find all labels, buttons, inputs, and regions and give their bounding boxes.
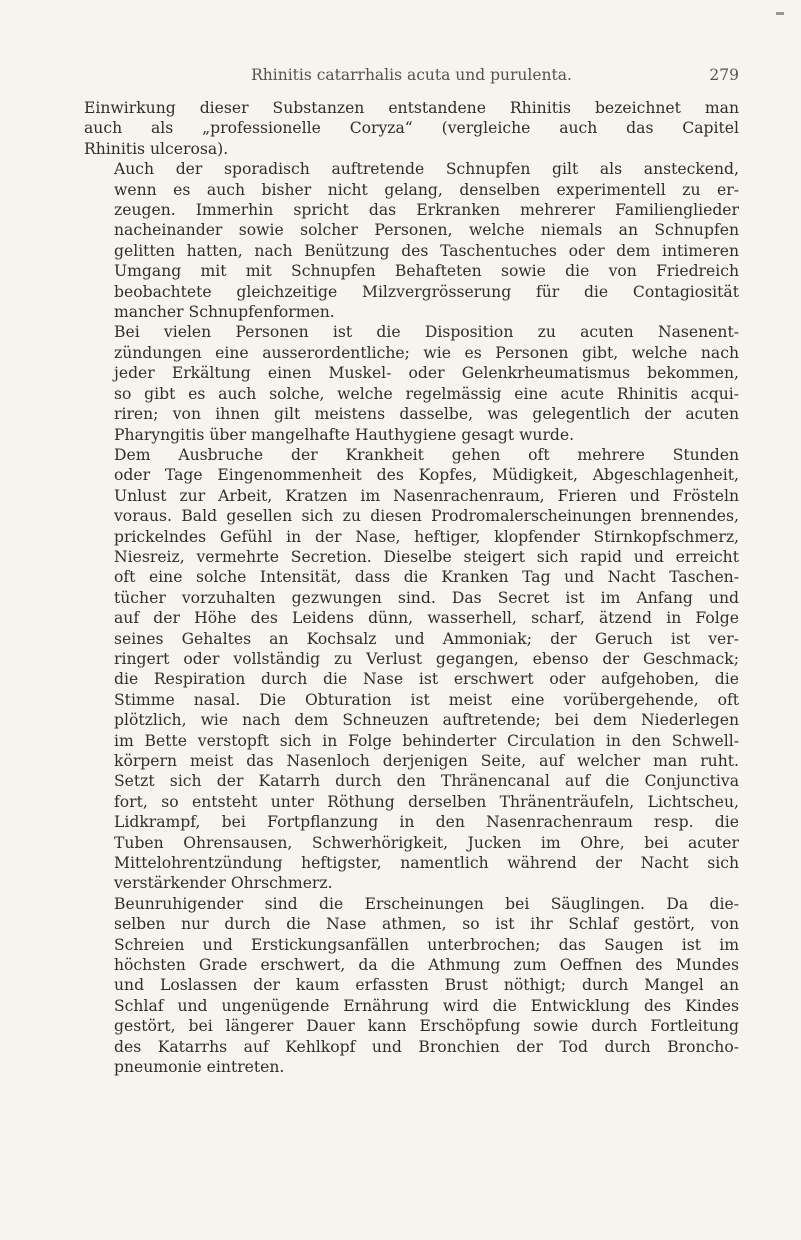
- text-line: Setzt sich der Katarrh durch den Thränencanal auf die Conjunctiva: [114, 772, 739, 791]
- text-line: oft eine solche Intensität, dass die Kranken Tag und Nacht Taschen-: [114, 568, 739, 587]
- text-line: wenn es auch bisher nicht gelang, denselben experimentell zu er-: [114, 180, 739, 199]
- text-line: ringert oder vollständig zu Verlust gegangen, ebenso der Geschmack;: [114, 649, 739, 668]
- text-line: des Katarrhs auf Kehlkopf und Bronchien der Tod durch Broncho-: [114, 1037, 739, 1056]
- text-line: pneumonie eintreten.: [114, 1058, 285, 1077]
- text-line: riren; von ihnen gilt meistens dasselbe, was gelegentlich der acuten: [114, 405, 739, 424]
- text-line: gelitten hatten, nach Benützung des Taschentuches oder dem intimeren: [114, 241, 739, 260]
- text-line: Schreien und Erstickungsanfällen unterbrochen; das Saugen ist im: [114, 935, 739, 954]
- paragraph-4: [84, 445, 739, 894]
- text-line: mancher Schnupfenformen.: [114, 303, 335, 322]
- text-line: Einwirkung dieser Substanzen entstandene Rhinitis bezeichnet man: [84, 99, 739, 117]
- text-line: höchsten Grade erschwert, da die Athmung zum Oeffnen des Mundes: [114, 956, 739, 975]
- text-line: jeder Erkältung einen Muskel- oder Gelenkrheumatismus bekommen,: [114, 364, 739, 383]
- text-line: Rhinitis ulcerosa).: [84, 139, 229, 158]
- text-line: zeugen. Immerhin spricht das Erkranken mehrerer Familienglieder: [114, 201, 739, 220]
- text-line: voraus. Bald gesellen sich zu diesen Prodromalerscheinungen brennendes,: [114, 507, 739, 526]
- text-line: Schlaf und ungenügende Ernährung wird die Entwicklung des Kindes: [114, 996, 739, 1015]
- text-line: verstärkender Ohrschmerz.: [114, 874, 333, 893]
- text-line: auch als „professionelle Coryza“ (vergleiche auch das Capitel: [84, 119, 739, 138]
- text-line: im Bette verstopft sich in Folge behinderter Circulation in den Schwell-: [114, 731, 739, 750]
- text-line: Umgang mit mit Schnupfen Behafteten sowie die von Friedreich: [114, 262, 739, 281]
- text-line: Lidkrampf, bei Fortpflanzung in den Nasenrachenraum resp. die: [114, 813, 739, 832]
- text-line: Mittelohrentzündung heftigster, namentlich während der Nacht sich: [114, 854, 739, 873]
- text-line: beobachtete gleichzeitige Milzvergrösserung für die Contagiosität: [114, 282, 739, 301]
- text-line: Auch der sporadisch auftretende Schnupfen gilt als ansteckend,: [114, 160, 739, 179]
- text-line: prickelndes Gefühl in der Nase, heftiger, klopfender Stirnkopfschmerz,: [114, 527, 739, 546]
- text-line: körpern meist das Nasenloch derjenigen Seite, auf welcher man ruht.: [114, 752, 739, 770]
- text-line: Niesreiz, vermehrte Secretion. Dieselbe steigert sich rapid und erreicht: [114, 547, 739, 566]
- text-line: fort, so entsteht unter Röthung derselben Thränenträufeln, Lichtscheu,: [114, 792, 739, 811]
- text-line: Stimme nasal. Die Obturation ist meist eine vorübergehende, oft: [114, 690, 739, 709]
- text-line: oder Tage Eingenommenheit des Kopfes, Müdigkeit, Abgeschlagenheit,: [114, 466, 739, 485]
- text-line: plötzlich, wie nach dem Schneuzen auftretende; bei dem Niederlegen: [114, 711, 739, 730]
- paragraph-3: [84, 322, 739, 444]
- running-title: Rhinitis catarrhalis acuta und purulenta.: [251, 66, 572, 84]
- text-line: und Loslassen der kaum erfassten Brust nöthigt; durch Mangel an: [114, 976, 739, 995]
- body-text: [84, 98, 739, 1078]
- text-line: nacheinander sowie solcher Personen, welche niemals an Schnupfen: [114, 221, 739, 240]
- text-line: Beunruhigender sind die Erscheinungen bei Säuglingen. Da die-: [114, 894, 739, 913]
- scan-mark: [776, 12, 784, 15]
- text-line: die Respiration durch die Nase ist erschwert oder aufgehoben, die: [114, 670, 739, 689]
- text-line: tücher vorzuhalten gezwungen sind. Das Secret ist im Anfang und: [114, 588, 739, 607]
- page-number: 279: [709, 66, 739, 84]
- text-line: selben nur durch die Nase athmen, so ist ihr Schlaf gestört, von: [114, 915, 739, 934]
- paragraph-2: [84, 159, 739, 322]
- paragraph-1: [84, 98, 739, 159]
- text-line: auf der Höhe des Leidens dünn, wasserhell, scharf, ätzend in Folge: [114, 609, 739, 628]
- text-line: gestört, bei längerer Dauer kann Erschöpfung sowie durch Fortleitung: [114, 1017, 739, 1036]
- text-line: Pharyngitis über mangelhafte Hauthygiene gesagt wurde.: [114, 425, 575, 444]
- text-line: zündungen eine ausserordentliche; wie es Personen gibt, welche nach: [114, 343, 739, 362]
- text-line: Bei vielen Personen ist die Disposition zu acuten Nasenent-: [114, 323, 739, 342]
- text-line: Unlust zur Arbeit, Kratzen im Nasenrachenraum, Frieren und Frösteln: [114, 486, 739, 505]
- text-line: seines Gehaltes an Kochsalz und Ammoniak; der Geruch ist ver-: [114, 629, 739, 648]
- running-head: [84, 66, 739, 90]
- text-line: so gibt es auch solche, welche regelmässig eine acute Rhinitis acqui-: [114, 384, 739, 403]
- paragraph-5: [84, 894, 739, 1078]
- text-line: Tuben Ohrensausen, Schwerhörigkeit, Jucken im Ohre, bei acuter: [114, 833, 739, 852]
- text-line: Dem Ausbruche der Krankheit gehen oft mehrere Stunden: [114, 445, 739, 464]
